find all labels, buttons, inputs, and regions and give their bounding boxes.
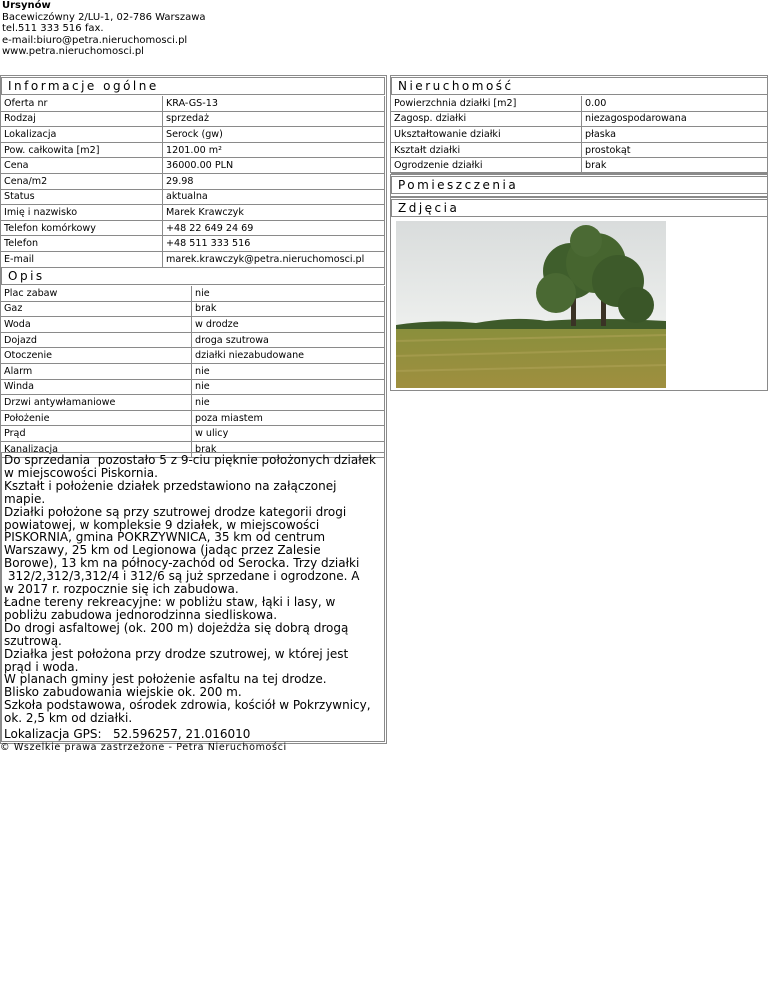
feature-row (1, 364, 385, 380)
description-table (1, 286, 385, 458)
general-info-value: +48 511 333 516 (163, 236, 385, 252)
general-info-row (1, 143, 385, 159)
property-title: Nieruchomość (391, 77, 768, 95)
general-info-value: aktualna (163, 190, 385, 206)
general-info-row (1, 205, 385, 221)
general-info-label: Rodzaj (1, 112, 163, 128)
property-label: Ogrodzenie działki (391, 158, 582, 174)
feature-row (1, 426, 385, 442)
general-info-label: Status (1, 190, 163, 206)
general-info-label: E-mail (1, 252, 163, 268)
property-row (391, 143, 768, 159)
general-info-value: 36000.00 PLN (163, 158, 385, 174)
feature-value: droga szutrowa (192, 333, 385, 349)
description-text: Do sprzedania pozostało 5 z 9-ciu pięknie położonych działek w miejscowości Piskornia. Kształt i położenie działek przedstawiono na załączonej mapie. Działki położone są przy szutrowej drodze kategorii drogi powiatowej, w kompleksie 9 działek, w miejscowości PISKORNIA, gmina POKRZYWNICA, 35 km od centrum Warszawy, 25 km od Legionowa (jadąc przez Zalesie Borowe), 13 km na północy-zachód od Serocka. Trzy działki 312/2,312/3,312/4 i 312/6 są już sprzedane i ogrodzone. A w 2017 r. rozpocznie się ich zabudowa. Ładne tereny rekreacyjne: w pobliżu staw, łąki i lasy, w pobliżu zabudowa jednorodzinna siedliskowa. Do drogi asfaltowej (ok. 200 m) dojeżdża się dobrą drogą szutrową. Działka jest położona przy drodze szutrowej, w której jest prąd i woda. W planach gminy jest położenie asfaltu na tej drodze. Blisko zabudowania wiejskie ok. 200 m. Szkoła podstawowa, ośrodek zdrowia, kościół w Pokrzywnicy, ok. 2,5 km od działki. (4, 453, 376, 726)
feature-label: Dojazd (1, 333, 192, 349)
general-info-value: Marek Krawczyk (163, 205, 385, 221)
feature-label: Otoczenie (1, 348, 192, 364)
feature-label: Alarm (1, 364, 192, 380)
feature-row (1, 302, 385, 318)
general-info-value: 1201.00 m² (163, 143, 385, 159)
feature-label: Kanalizacja (1, 442, 192, 458)
gps-value: 52.596257, 21.016010 (112, 727, 251, 741)
property-value: 0.00 (582, 96, 768, 112)
general-info-table (1, 96, 385, 268)
general-info-label: Cena (1, 158, 163, 174)
property-table (391, 96, 768, 174)
property-row (391, 127, 768, 143)
general-info-value: 29.98 (163, 174, 385, 190)
general-info-row (1, 221, 385, 237)
feature-value: nie (192, 286, 385, 302)
feature-row (1, 348, 385, 364)
property-value: brak (582, 158, 768, 174)
office-address: Bacewiczówny 2/LU-1, 02-786 Warszawa (2, 11, 206, 23)
feature-row (1, 333, 385, 349)
feature-row (1, 380, 385, 396)
office-website[interactable]: www.petra.nieruchomosci.pl (2, 46, 144, 57)
feature-label: Prąd (1, 426, 192, 442)
feature-label: Drzwi antywłamaniowe (1, 395, 192, 411)
feature-value: brak (192, 302, 385, 318)
general-info-row (1, 174, 385, 190)
general-info-label: Pow. całkowita [m2] (1, 143, 163, 159)
property-label: Powierzchnia działki [m2] (391, 96, 582, 112)
general-info-label: Telefon komórkowy (1, 221, 163, 237)
general-info-value: Serock (gw) (163, 127, 385, 143)
general-info-row (1, 190, 385, 206)
feature-value: poza miastem (192, 411, 385, 427)
general-info-label: Cena/m2 (1, 174, 163, 190)
footer-copyright: © Wszelkie prawa zastrzeżone - Petra Nieruchomości (0, 742, 287, 753)
feature-value: nie (192, 364, 385, 380)
property-label: Ukształtowanie działki (391, 127, 582, 143)
feature-value: w drodze (192, 317, 385, 333)
general-info-row (1, 236, 385, 252)
feature-label: Winda (1, 380, 192, 396)
office-phone: tel.511 333 516 fax. (2, 23, 104, 34)
feature-value: nie (192, 380, 385, 396)
property-value: prostokąt (582, 143, 768, 159)
feature-row (1, 286, 385, 302)
general-info-row (1, 158, 385, 174)
gps-location (4, 727, 250, 741)
feature-row (1, 395, 385, 411)
general-info-label: Telefon (1, 236, 163, 252)
general-info-label: Oferta nr (1, 96, 163, 112)
feature-label: Woda (1, 317, 192, 333)
agency-header (2, 0, 206, 58)
property-label: Kształt działki (391, 143, 582, 159)
feature-label: Gaz (1, 302, 192, 318)
feature-label: Położenie (1, 411, 192, 427)
property-row (391, 158, 768, 174)
property-label: Zagosp. działki (391, 112, 582, 128)
feature-row (1, 411, 385, 427)
general-info-row (1, 112, 385, 128)
rooms-title: Pomieszczenia (391, 176, 768, 194)
general-info-title: Informacje ogólne (1, 77, 385, 95)
gps-label: Lokalizacja GPS: (4, 727, 102, 741)
property-row (391, 96, 768, 112)
general-info-value: marek.krawczyk@petra.nieruchomosci.pl (163, 252, 385, 268)
property-photo[interactable] (396, 221, 666, 388)
property-row (391, 112, 768, 128)
property-value: płaska (582, 127, 768, 143)
feature-label: Plac zabaw (1, 286, 192, 302)
photos-title: Zdjęcia (391, 199, 768, 217)
general-info-row (1, 252, 385, 268)
general-info-label: Lokalizacja (1, 127, 163, 143)
feature-value: brak (192, 442, 385, 458)
feature-row (1, 317, 385, 333)
general-info-row (1, 96, 385, 112)
general-info-value: sprzedaż (163, 112, 385, 128)
description-title: Opis (1, 267, 385, 285)
general-info-label: Imię i nazwisko (1, 205, 163, 221)
feature-value: nie (192, 395, 385, 411)
office-name: Ursynów (2, 0, 51, 11)
feature-value: działki niezabudowane (192, 348, 385, 364)
office-email[interactable]: e-mail:biuro@petra.nieruchomosci.pl (2, 34, 188, 46)
general-info-row (1, 127, 385, 143)
general-info-value: KRA-GS-13 (163, 96, 385, 112)
property-value: niezagospodarowana (582, 112, 768, 128)
general-info-value: +48 22 649 24 69 (163, 221, 385, 237)
feature-value: w ulicy (192, 426, 385, 442)
